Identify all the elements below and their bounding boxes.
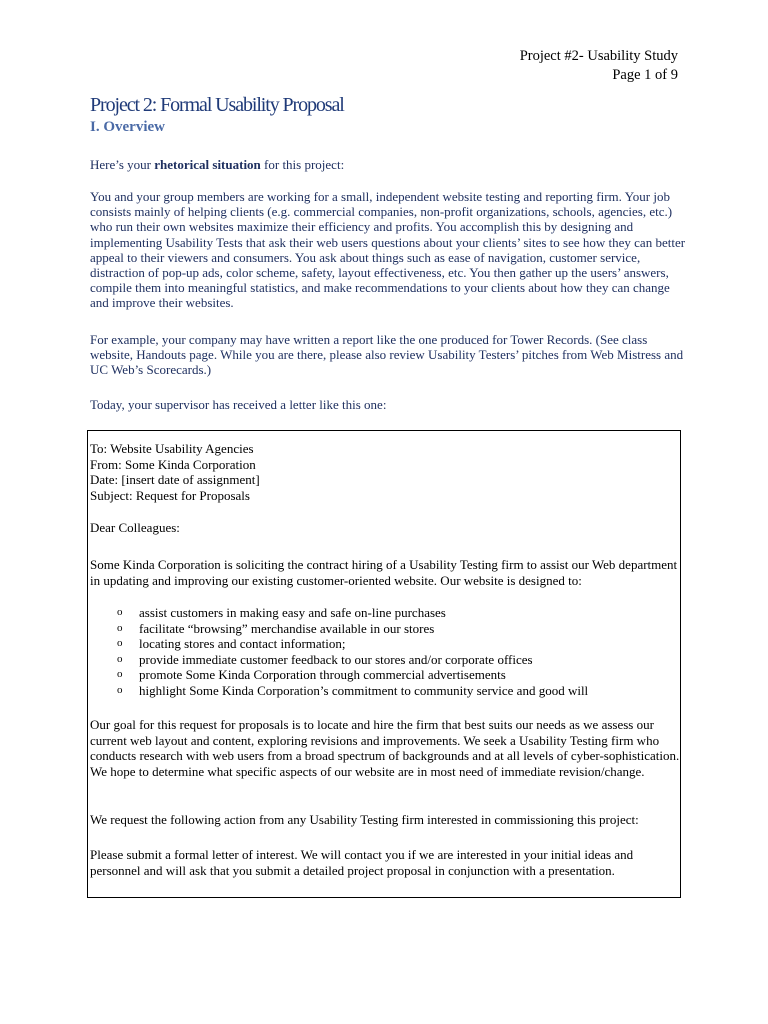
section-heading-overview: I. Overview [90,119,165,135]
list-item [117,605,677,621]
letter-from: From: Some Kinda Corporation [90,456,256,472]
supervisor-letter-intro: Today, your supervisor has received a letter like this one: [90,397,387,412]
letter-submit-paragraph: Please submit a formal letter of interest. We will contact you if we are interested in your initial ideas and personnel and will ask that you submit a detailed project proposal in conjunction with a presentation. [90,847,634,878]
firm-description-paragraph: You and your group members are working for a small, independent website testing and reporting firm. Your job consists mainly of helping clients (e.g. commercial companies, non-profit organizations, schools, agencies, etc.) who run their own websites maximize their efficiency and profits. You accomplish this by designing and implementing Usability Tests that ask their web users questions about your clients’ sites to see how they can better appeal to their viewers and consumers. You ask about things such as ease of navigation, customer service, distraction of pop-up ads, color scheme, safety, layout effectiveness, etc. You then gather up the users’ answers, compile them into meaningful statistics, and make recommendations to your clients about how they can change and improve their websites. [90,189,686,311]
letter-subject: Subject: Request for Proposals [90,487,250,503]
list-item [117,636,677,652]
letter-header-block [90,441,685,503]
rhetorical-text-after: for this project: [260,157,345,172]
bullet-icon: o [117,683,123,696]
page-header [520,47,678,85]
letter-goal-paragraph: Our goal for this request for proposals is to locate and hire the firm that best suits our needs as we assess our current web layout and content, exploring revisions and improvements. We seek a Usability Testing firm who conducts research with web users from a broad spectrum of backgrounds and at all levels of cyber-sophistication. We hope to determine what specific aspects of our website are in most need of immediate revision/change. [90,717,680,779]
list-item-text: highlight Some Kinda Corporation’s commitment to community service and good will [139,682,589,698]
list-item [117,683,677,699]
list-item-text: facilitate “browsing” merchandise available in our stores [139,620,435,636]
list-item-text: provide immediate customer feedback to our stores and/or corporate offices [139,651,533,667]
document-title: Project 2: Formal Usability Proposal [90,94,344,116]
letter-goals-list [117,605,677,699]
bullet-icon: o [117,621,123,634]
bullet-icon: o [117,637,123,650]
letter-date: Date: [insert date of assignment] [90,472,260,488]
example-paragraph: For example, your company may have written a report like the one produced for Tower Records. (See class website, Handouts page. While you are there, please also review Usability Testers’ pitches from Web Mistress and UC Web’s Scorecards.) [90,332,684,378]
list-item [117,621,677,637]
list-item [117,652,677,668]
header-project-label: Project #2- Usability Study [519,48,678,64]
rhetorical-text-before: Here’s your [90,157,155,172]
rhetorical-situation-paragraph [90,157,690,172]
letter-intro-paragraph: Some Kinda Corporation is soliciting the contract hiring of a Usability Testing firm to assist our Web department in updating and improving our existing customer-oriented website. Our website is designed to: [90,557,678,588]
list-item-text: assist customers in making easy and safe on-line purchases [139,605,446,620]
list-item-text: locating stores and contact information; [139,636,346,652]
list-item [117,667,677,683]
rhetorical-bold-phrase: rhetorical situation [154,157,261,172]
bullet-icon: o [117,652,123,665]
bullet-icon: o [117,606,123,618]
bullet-icon: o [117,668,123,681]
letter-salutation: Dear Colleagues: [90,520,180,535]
list-item-text: promote Some Kinda Corporation through commercial advertisements [139,667,506,683]
letter-to: To: Website Usability Agencies [90,441,254,456]
header-page-number: Page 1 of 9 [612,67,678,83]
letter-request-paragraph: We request the following action from any Usability Testing firm interested in commissioning this project: [90,812,639,827]
